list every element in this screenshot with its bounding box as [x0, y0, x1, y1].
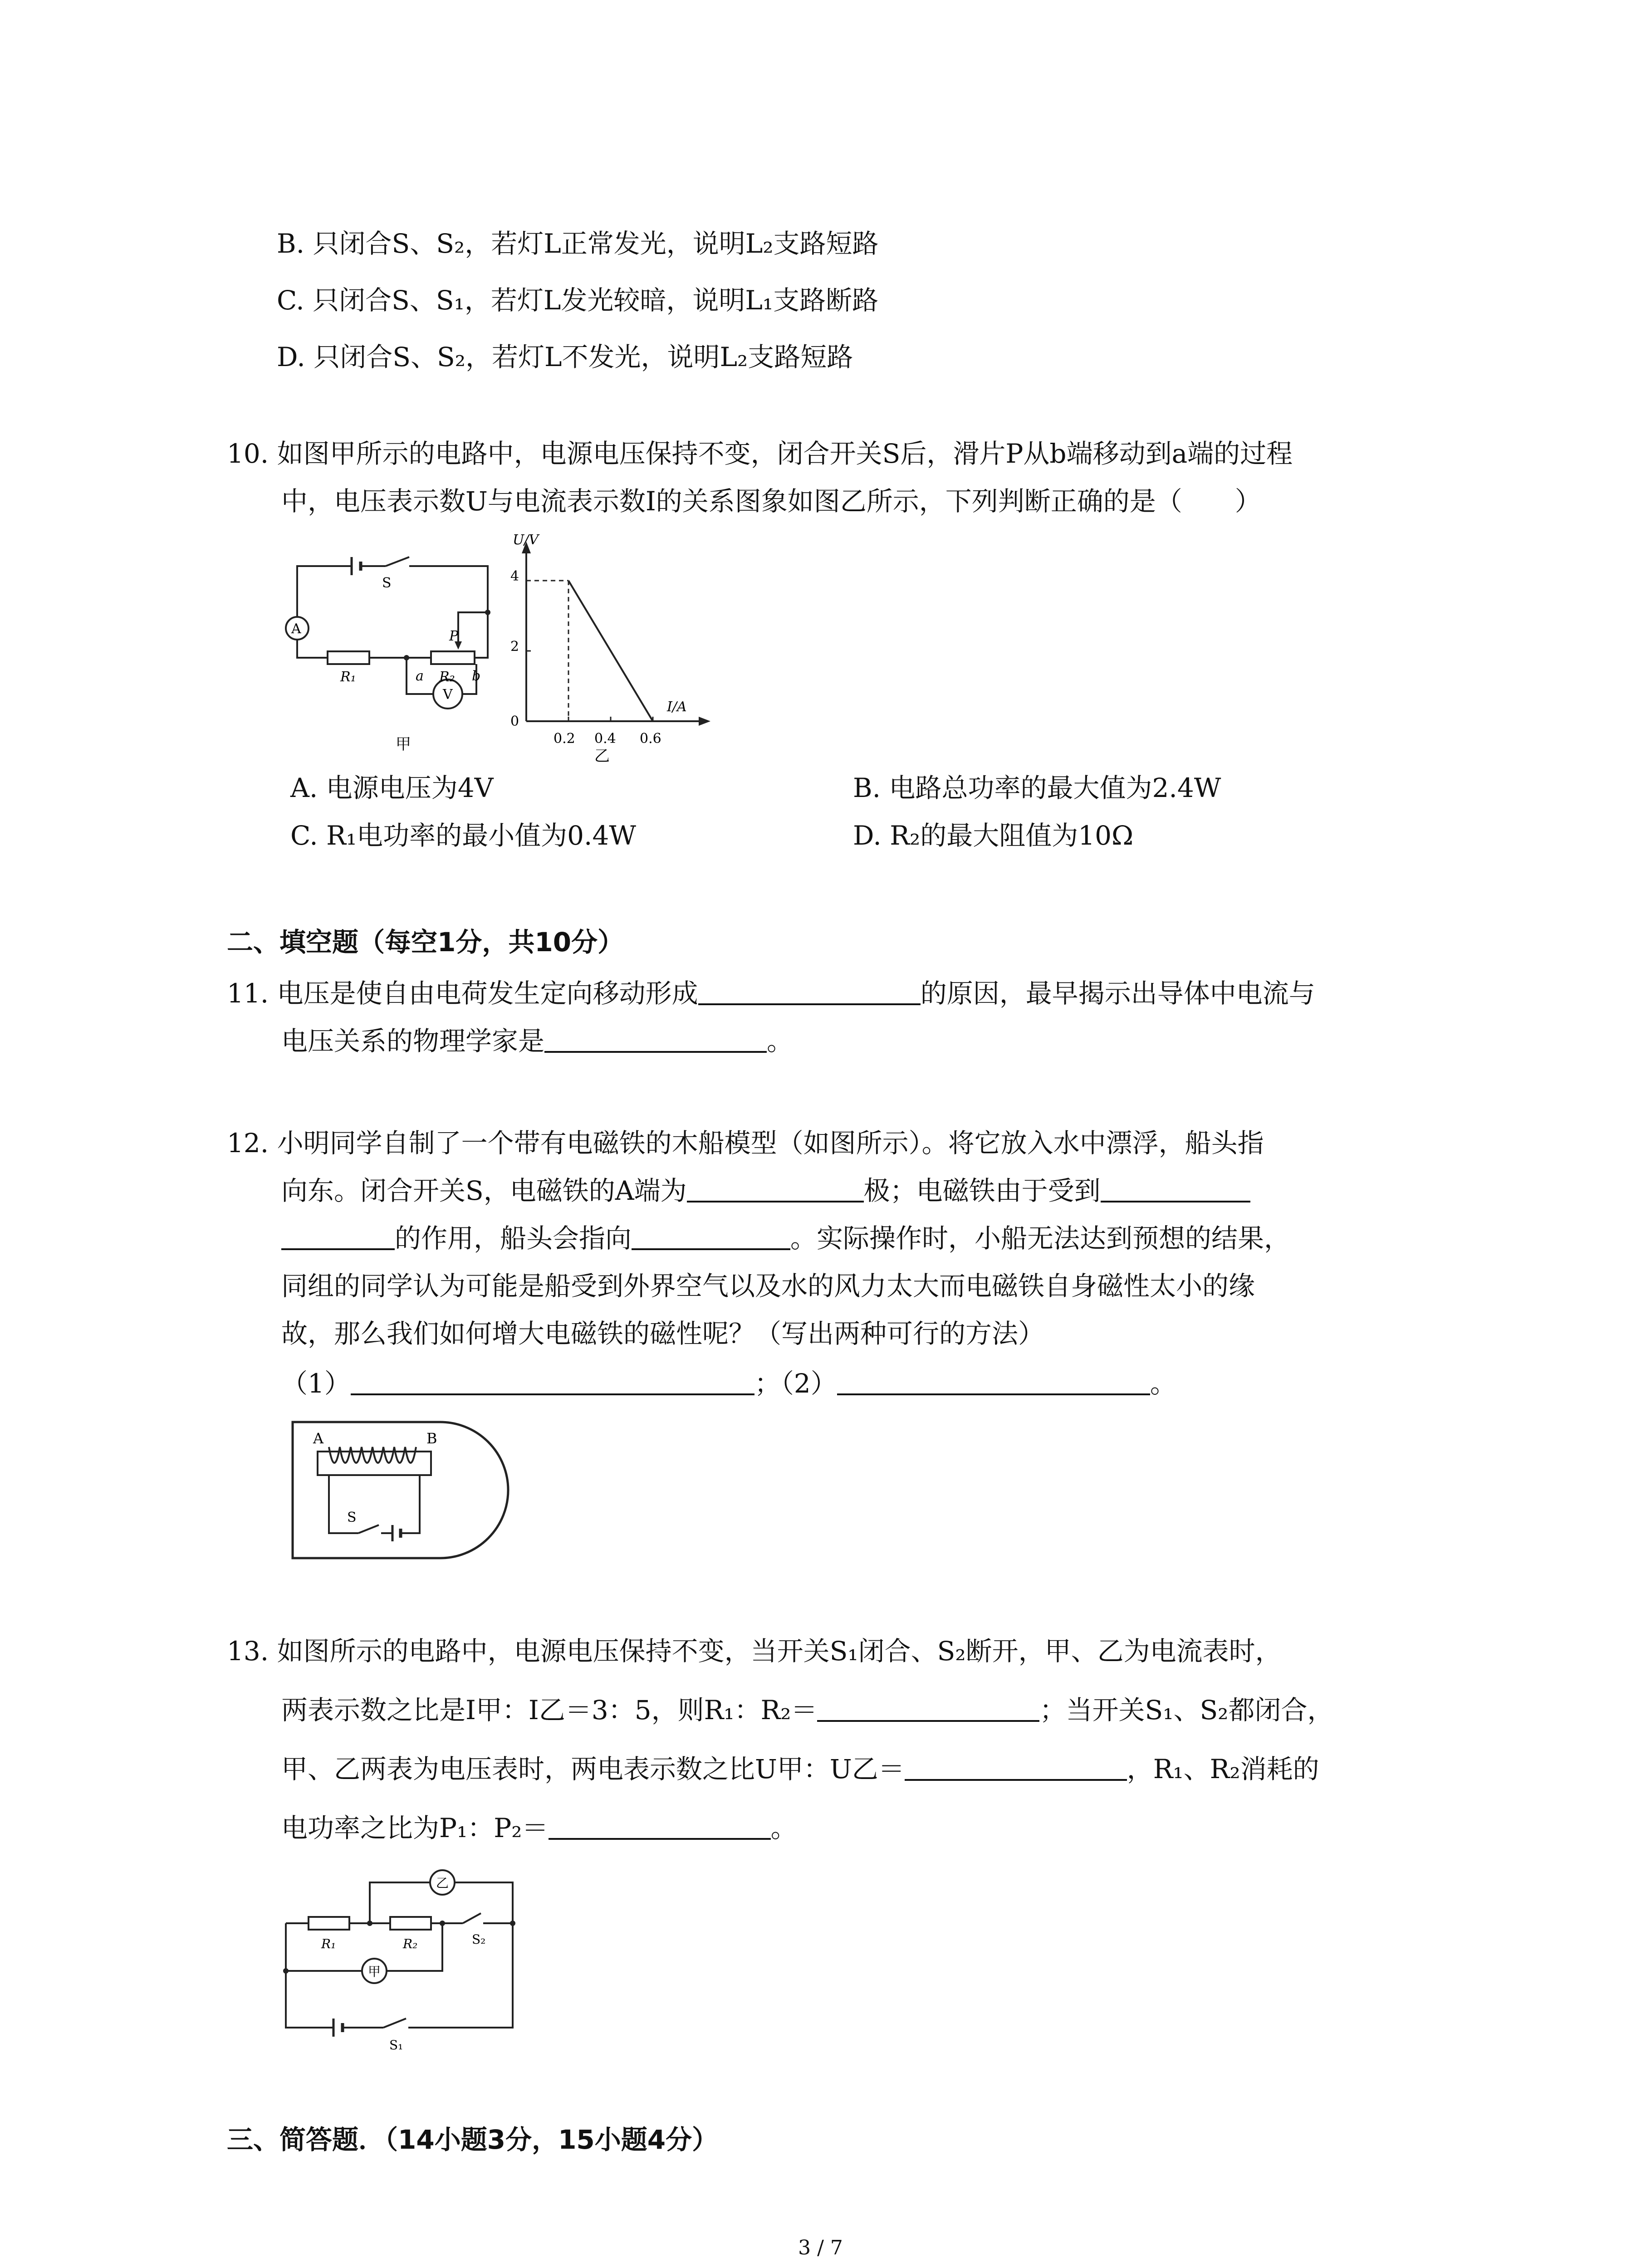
q13-r1-label: R₁ — [321, 1936, 336, 1951]
q11-text-1b: 的原因，最早揭示出导体中电流与 — [920, 978, 1315, 1009]
q10-graph-ytick-4: 4 — [510, 568, 519, 584]
q10-graph-xtick-0.2: 0.2 — [554, 731, 575, 747]
q10-voltmeter-label: V — [443, 687, 453, 703]
section-3-heading: 三、简答题．（14小题3分，15小题4分） — [227, 2124, 719, 2155]
q13-text-4a: 电功率之比为P₁：P₂＝ — [281, 1813, 549, 1843]
q11-text-2a: 电压关系的物理学家是 — [281, 1026, 545, 1056]
q10-end-a-label: a — [416, 668, 424, 684]
q9-option-c: C. 只闭合S、S₁，若灯L发光较暗，说明L₁支路断路 — [277, 285, 879, 316]
q12-blank-2a[interactable] — [1101, 1173, 1250, 1202]
q12-text-2a: 向东。闭合开关S，电磁铁的A端为 — [281, 1175, 687, 1206]
q10-slider-label: P — [449, 628, 459, 644]
q12-boat-diagram — [290, 1420, 526, 1565]
q12-text-6a: （1） — [281, 1368, 351, 1399]
q13-blank-1[interactable] — [817, 1692, 1039, 1722]
q10-line-2: 中，电压表示数U与电流表示数I的关系图象如图乙所示，下列判断正确的是（ ） — [281, 486, 1261, 517]
q12-blank-method-1[interactable] — [351, 1365, 754, 1395]
q9-option-b: B. 只闭合S、S₂，若灯L正常发光，说明L₂支路短路 — [277, 228, 879, 259]
q13-s1-label: S₁ — [389, 2038, 403, 2053]
q10-graph-series-line — [568, 581, 653, 721]
q10-graph-ylabel: U/V — [513, 532, 539, 548]
q10-end-b-label: b — [472, 668, 481, 684]
q9-option-d: D. 只闭合S、S₂，若灯L不发光，说明L₂支路短路 — [277, 342, 853, 372]
q10-option-b: B. 电路总功率的最大值为2.4W — [853, 772, 1221, 803]
q10-r1-label: R₁ — [340, 669, 356, 685]
q13-text-2a: 两表示数之比是I甲：I乙＝3：5，则R₁：R₂＝ — [281, 1695, 818, 1725]
q10-figure-yi-label: 乙 — [594, 747, 610, 762]
q13-text-3b: ，R₁、R₂消耗的 — [1127, 1754, 1319, 1784]
q10-switch-label: S — [382, 575, 392, 591]
q13-blank-2[interactable] — [905, 1751, 1127, 1781]
q10-graph-xtick-0.6: 0.6 — [640, 731, 661, 747]
q13-line-3 — [281, 1751, 1319, 1787]
q13-text-4b: 。 — [770, 1813, 797, 1843]
q13-circuit-diagram — [277, 1864, 531, 2055]
q12-line-2 — [281, 1173, 1250, 1209]
q13-line-2 — [281, 1692, 1333, 1728]
q12-blank-3[interactable] — [632, 1220, 790, 1250]
q12-blank-1[interactable] — [687, 1173, 864, 1202]
q12-blank-2b[interactable] — [281, 1220, 395, 1250]
q10-figure-jia-label: 甲 — [396, 735, 411, 753]
q11-blank-1[interactable] — [698, 975, 921, 1005]
q10-circuit-diagram — [277, 544, 513, 758]
q10-graph-xtick-0.4: 0.4 — [594, 731, 616, 747]
q12-text-2b: 极；电磁铁由于受到 — [863, 1175, 1101, 1206]
q10-ammeter-label: A — [291, 621, 301, 637]
q12-end-b-label: B — [426, 1430, 437, 1447]
q13-line-1: 13. 如图所示的电路中，电源电压保持不变，当开关S₁闭合、S₂断开，甲、乙为电流表时， — [227, 1636, 1282, 1667]
q12-line-1: 12. 小明同学自制了一个带有电磁铁的木船模型（如图所示）。将它放入水中漂浮，船头指 — [227, 1128, 1264, 1158]
q10-option-d: D. R₂的最大阻值为10Ω — [853, 820, 1134, 851]
q12-text-6b: ；（2） — [754, 1368, 837, 1399]
q12-text-6c: 。 — [1150, 1368, 1176, 1399]
q13-text-3a: 甲、乙两表为电压表时，两电表示数之比U甲：U乙＝ — [281, 1754, 905, 1784]
q12-line-6 — [281, 1365, 1176, 1402]
q12-end-a-label: A — [313, 1430, 324, 1447]
q12-line-3 — [281, 1220, 1290, 1256]
q13-blank-3[interactable] — [549, 1810, 771, 1840]
q12-blank-method-2[interactable] — [837, 1365, 1150, 1395]
q10-r2-label: R₂ — [439, 669, 455, 685]
q12-line-4: 同组的同学认为可能是船受到外界空气以及水的风力太大而电磁铁自身磁性太小的缘 — [281, 1271, 1255, 1301]
q10-option-c: C. R₁电功率的最小值为0.4W — [290, 820, 636, 851]
q10-ui-graph — [499, 522, 717, 762]
q12-text-3b: 的作用，船头会指向 — [395, 1223, 632, 1254]
q13-r2-label: R₂ — [403, 1936, 418, 1951]
q12-line-5: 故，那么我们如何增大电磁铁的磁性呢？（写出两种可行的方法） — [281, 1318, 1045, 1349]
q10-line-1: 10. 如图甲所示的电路中，电源电压保持不变，闭合开关S后，滑片P从b端移动到a端的过程 — [227, 438, 1293, 469]
q10-graph-ytick-0: 0 — [510, 714, 519, 729]
q10-option-a: A. 电源电压为4V — [290, 772, 494, 803]
q11-line-1 — [227, 975, 1315, 1012]
q11-line-2 — [281, 1023, 793, 1059]
q10-graph-ytick-2: 2 — [510, 639, 519, 655]
q13-meter-yi-label: 乙 — [436, 1876, 449, 1891]
q11-text-1a: 11. 电压是使自由电荷发生定向移动形成 — [227, 978, 698, 1009]
section-2-heading: 二、填空题（每空1分，共10分） — [227, 927, 624, 958]
q13-line-4 — [281, 1810, 797, 1846]
q11-blank-2[interactable] — [544, 1023, 767, 1053]
q10-graph-xlabel: I/A — [667, 699, 687, 715]
q13-s2-label: S₂ — [472, 1932, 486, 1947]
q12-text-3c: 。实际操作时，小船无法达到预想的结果， — [790, 1223, 1291, 1254]
page-number: 3 / 7 — [798, 2236, 843, 2259]
q13-text-2b: ；当开关S₁、S₂都闭合， — [1039, 1695, 1334, 1725]
q13-meter-jia-label: 甲 — [368, 1964, 381, 1979]
q12-switch-label: S — [347, 1510, 357, 1525]
q11-text-2b: 。 — [767, 1026, 794, 1056]
